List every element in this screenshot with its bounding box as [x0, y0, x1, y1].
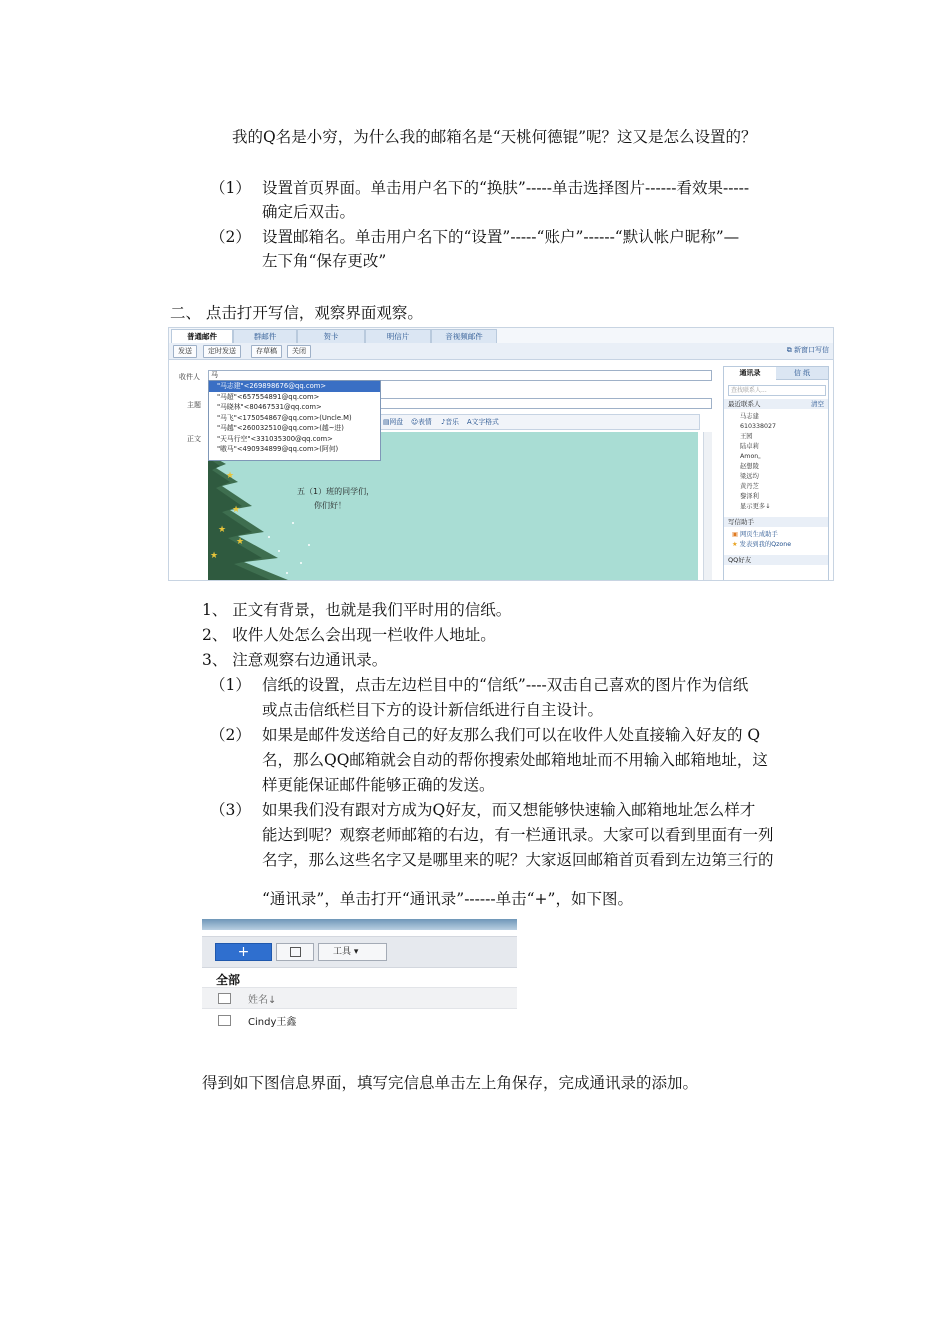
star-icon: ★ [732, 541, 738, 548]
point3-line1: 如果我们没有跟对方成为Q好友，而又想能够快速输入邮箱地址怎么样才 [262, 801, 756, 819]
intro-question: 我的Q名是小穷，为什么我的邮箱名是“天桃何德锟”呢？这又是怎么设置的？ [232, 128, 757, 146]
step2-line2: 左下角“保存更改” [262, 252, 387, 270]
snowflake [292, 522, 294, 524]
svg-text:★: ★ [236, 537, 245, 547]
observation-3: 3、 注意观察右边通讯录。 [202, 651, 388, 669]
editor-scrollbar[interactable] [703, 432, 712, 580]
suggestion-item[interactable]: "天马行空"<331035300@qq.com> [217, 434, 333, 443]
step2-number: （2） [210, 228, 251, 246]
writing-helper-label: 写信助手 [728, 518, 754, 526]
step1-line1: 设置首页界面。单击用户名下的“换肤”-----单击选择图片------看效果----- [262, 179, 750, 197]
address-book-screenshot [202, 919, 517, 1029]
observation-1: 1、 正文有背景，也就是我们平时用的信纸。 [202, 601, 512, 619]
point2-line1: 如果是邮件发送给自己的好友那么我们可以在收件人处直接输入好友的 Q [262, 726, 761, 744]
address-book-header-strip [202, 919, 517, 930]
writing-helper-header [724, 517, 828, 527]
tools-dropdown-button[interactable] [318, 943, 387, 961]
tab-postcard[interactable]: 明信片 [365, 329, 431, 343]
contact-item[interactable]: 赵想陵 [740, 463, 759, 470]
tab-normal-mail[interactable]: 普通邮件 [171, 329, 233, 343]
contact-item[interactable]: Amon。 [740, 453, 765, 460]
tab-stationery[interactable]: 信 纸 [776, 367, 828, 380]
add-contact-button[interactable]: + [215, 943, 272, 961]
snowflake [300, 562, 302, 564]
right-side-panel [723, 366, 829, 581]
clear-recent-link[interactable]: 清空 [811, 400, 824, 408]
emoji-label: 表情 [418, 418, 432, 426]
compose-mail-screenshot [168, 327, 834, 581]
all-contacts-heading: 全部 [216, 973, 241, 987]
suggestion-item[interactable]: "马飞"<175054867@qq.com>(Uncle.M) [217, 413, 352, 422]
tab-address-book[interactable]: 通讯录 [724, 367, 776, 379]
new-window-label: 新窗口写信 [794, 346, 829, 354]
contact-table-header [202, 987, 517, 1009]
snowflake [278, 550, 280, 552]
compose-tab-bar [169, 328, 833, 343]
contact-item[interactable]: 黎泽利 [740, 493, 759, 500]
point1-line1: 信纸的设置，点击左边栏目中的“信纸”----双击自己喜欢的图片作为信纸 [262, 676, 749, 694]
body-label: 正文 [187, 435, 201, 443]
point3-line3: 名字，那么这些名字又是哪里来的呢？大家返回邮箱首页看到左边第三行的 [262, 851, 774, 869]
qq-friends-header[interactable] [724, 555, 828, 565]
recipient-suggestion-list [208, 380, 381, 461]
step1-number: （1） [210, 179, 251, 197]
tab-greeting-card[interactable]: 贺卡 [297, 329, 365, 343]
point2-number: （2） [210, 726, 251, 744]
suggestion-item[interactable]: "马越"<260032510@qq.com>(越~进) [217, 424, 344, 432]
step2-line1: 设置邮箱名。单击用户名下的“设置”-----“账户”------“默认帐户昵称”— [262, 228, 740, 246]
contact-name[interactable]: Cindy王鑫 [248, 1017, 297, 1028]
suggestion-item[interactable]: "嗷马"<490934899@qq.com>(阿何) [217, 445, 339, 453]
final-instruction: 得到如下图信息界面，填写完信息单击左上角保存，完成通讯录的添加。 [202, 1074, 699, 1092]
qzone-publish-label: 发表到我的Qzone [739, 541, 792, 548]
emoji-icon: ☺ [411, 418, 419, 426]
suggestion-item[interactable]: "马超"<657554891@qq.com> [217, 392, 320, 401]
text-format-icon: A [467, 418, 472, 426]
greeting-line2: 你们好！ [314, 501, 346, 510]
text-format-label: 文字格式 [471, 418, 499, 426]
tab-group-mail[interactable]: 群邮件 [233, 329, 297, 343]
point3-line2: 能达到呢？观察老师邮箱的右边，有一栏通讯录。大家可以看到里面有一列 [262, 826, 774, 844]
qq-friends-label: QQ好友 [728, 556, 752, 564]
scheduled-send-button[interactable]: 定时发送 [203, 345, 241, 358]
snowflake [286, 572, 288, 574]
suggestion-item[interactable]: "马晓林"<80467531@qq.com> [217, 403, 322, 411]
recent-contacts-header [724, 399, 828, 409]
contact-item[interactable]: 黄丹芝 [740, 483, 759, 490]
greeting-line1: 五（1）班的同学们， [297, 487, 375, 496]
contact-item[interactable]: 梁远均 [740, 473, 759, 480]
section2-heading: 二、 点击打开写信，观察界面观察。 [170, 304, 423, 322]
compose-toolbar [169, 343, 833, 360]
music-label: 音乐 [445, 418, 459, 426]
webpage-helper-icon: ▣ [732, 531, 738, 538]
square-icon [290, 947, 301, 957]
name-column-header[interactable]: 姓名↓ [248, 995, 277, 1006]
text-format-button[interactable] [467, 417, 499, 427]
new-window-compose-link[interactable] [787, 345, 829, 356]
contact-row-checkbox[interactable] [218, 1015, 231, 1026]
recipient-input[interactable]: 马 [208, 370, 712, 381]
point3-number: （3） [210, 801, 251, 819]
christmas-tree-icon [208, 454, 308, 580]
netdisk-label: 网盘 [389, 418, 404, 426]
contact-item[interactable]: 王园 [740, 433, 753, 440]
netdisk-icon: ▤ [383, 418, 390, 426]
recent-contacts-label: 最近联系人 [728, 400, 761, 408]
close-button[interactable]: 关闭 [287, 345, 311, 358]
save-draft-button[interactable]: 存草稿 [251, 345, 282, 358]
suggestion-item[interactable]: "马志建"<269898676@qq.com> [209, 381, 380, 392]
snowflake [308, 544, 310, 546]
show-more-link[interactable]: 显示更多↓ [740, 503, 771, 510]
point2-line3: 样更能保证邮件能够正确的发送。 [262, 776, 495, 794]
select-button[interactable] [276, 943, 314, 961]
observation-2: 2、 收件人处怎么会出现一栏收件人地址。 [202, 626, 496, 644]
point3-line4: “通讯录”，单击打开“通讯录”------单击“+”，如下图。 [262, 890, 633, 908]
netdisk-button[interactable] [383, 417, 403, 427]
svg-text:★: ★ [210, 551, 219, 561]
subject-label: 主题 [187, 401, 201, 409]
select-all-checkbox[interactable] [218, 993, 231, 1004]
contact-item[interactable]: 610338027 [740, 423, 777, 430]
qzone-publish-link[interactable] [732, 541, 791, 549]
music-icon: ♪ [441, 418, 446, 426]
recipient-label: 收件人 [179, 373, 200, 381]
snowflake [268, 536, 270, 538]
music-button[interactable] [441, 417, 459, 427]
step1-line2: 确定后双击。 [262, 203, 356, 221]
emoji-button[interactable] [411, 417, 432, 427]
tab-video-mail[interactable]: 音视频邮件 [431, 329, 497, 343]
contact-item[interactable]: 陆卓莉 [740, 443, 759, 450]
new-window-icon: ⧉ [786, 346, 792, 354]
send-button[interactable]: 发送 [173, 345, 197, 358]
point1-line2: 或点击信纸栏目下方的设计新信纸进行自主设计。 [262, 701, 604, 719]
tools-label: 工具 ▾ [333, 947, 359, 957]
point1-number: （1） [210, 676, 251, 694]
svg-text:★: ★ [226, 471, 235, 481]
svg-text:★: ★ [232, 505, 241, 515]
contact-search-input[interactable]: 查找联系人... [728, 385, 826, 396]
contact-item[interactable]: 马志建 [740, 413, 759, 420]
svg-text:★: ★ [218, 525, 227, 535]
point2-line2: 名，那么QQ邮箱就会自动的帮你搜索处邮箱地址而不用输入邮箱地址，这 [262, 751, 768, 769]
webpage-helper-label: 网页生成助手 [739, 531, 778, 538]
webpage-helper-link[interactable] [732, 531, 778, 539]
